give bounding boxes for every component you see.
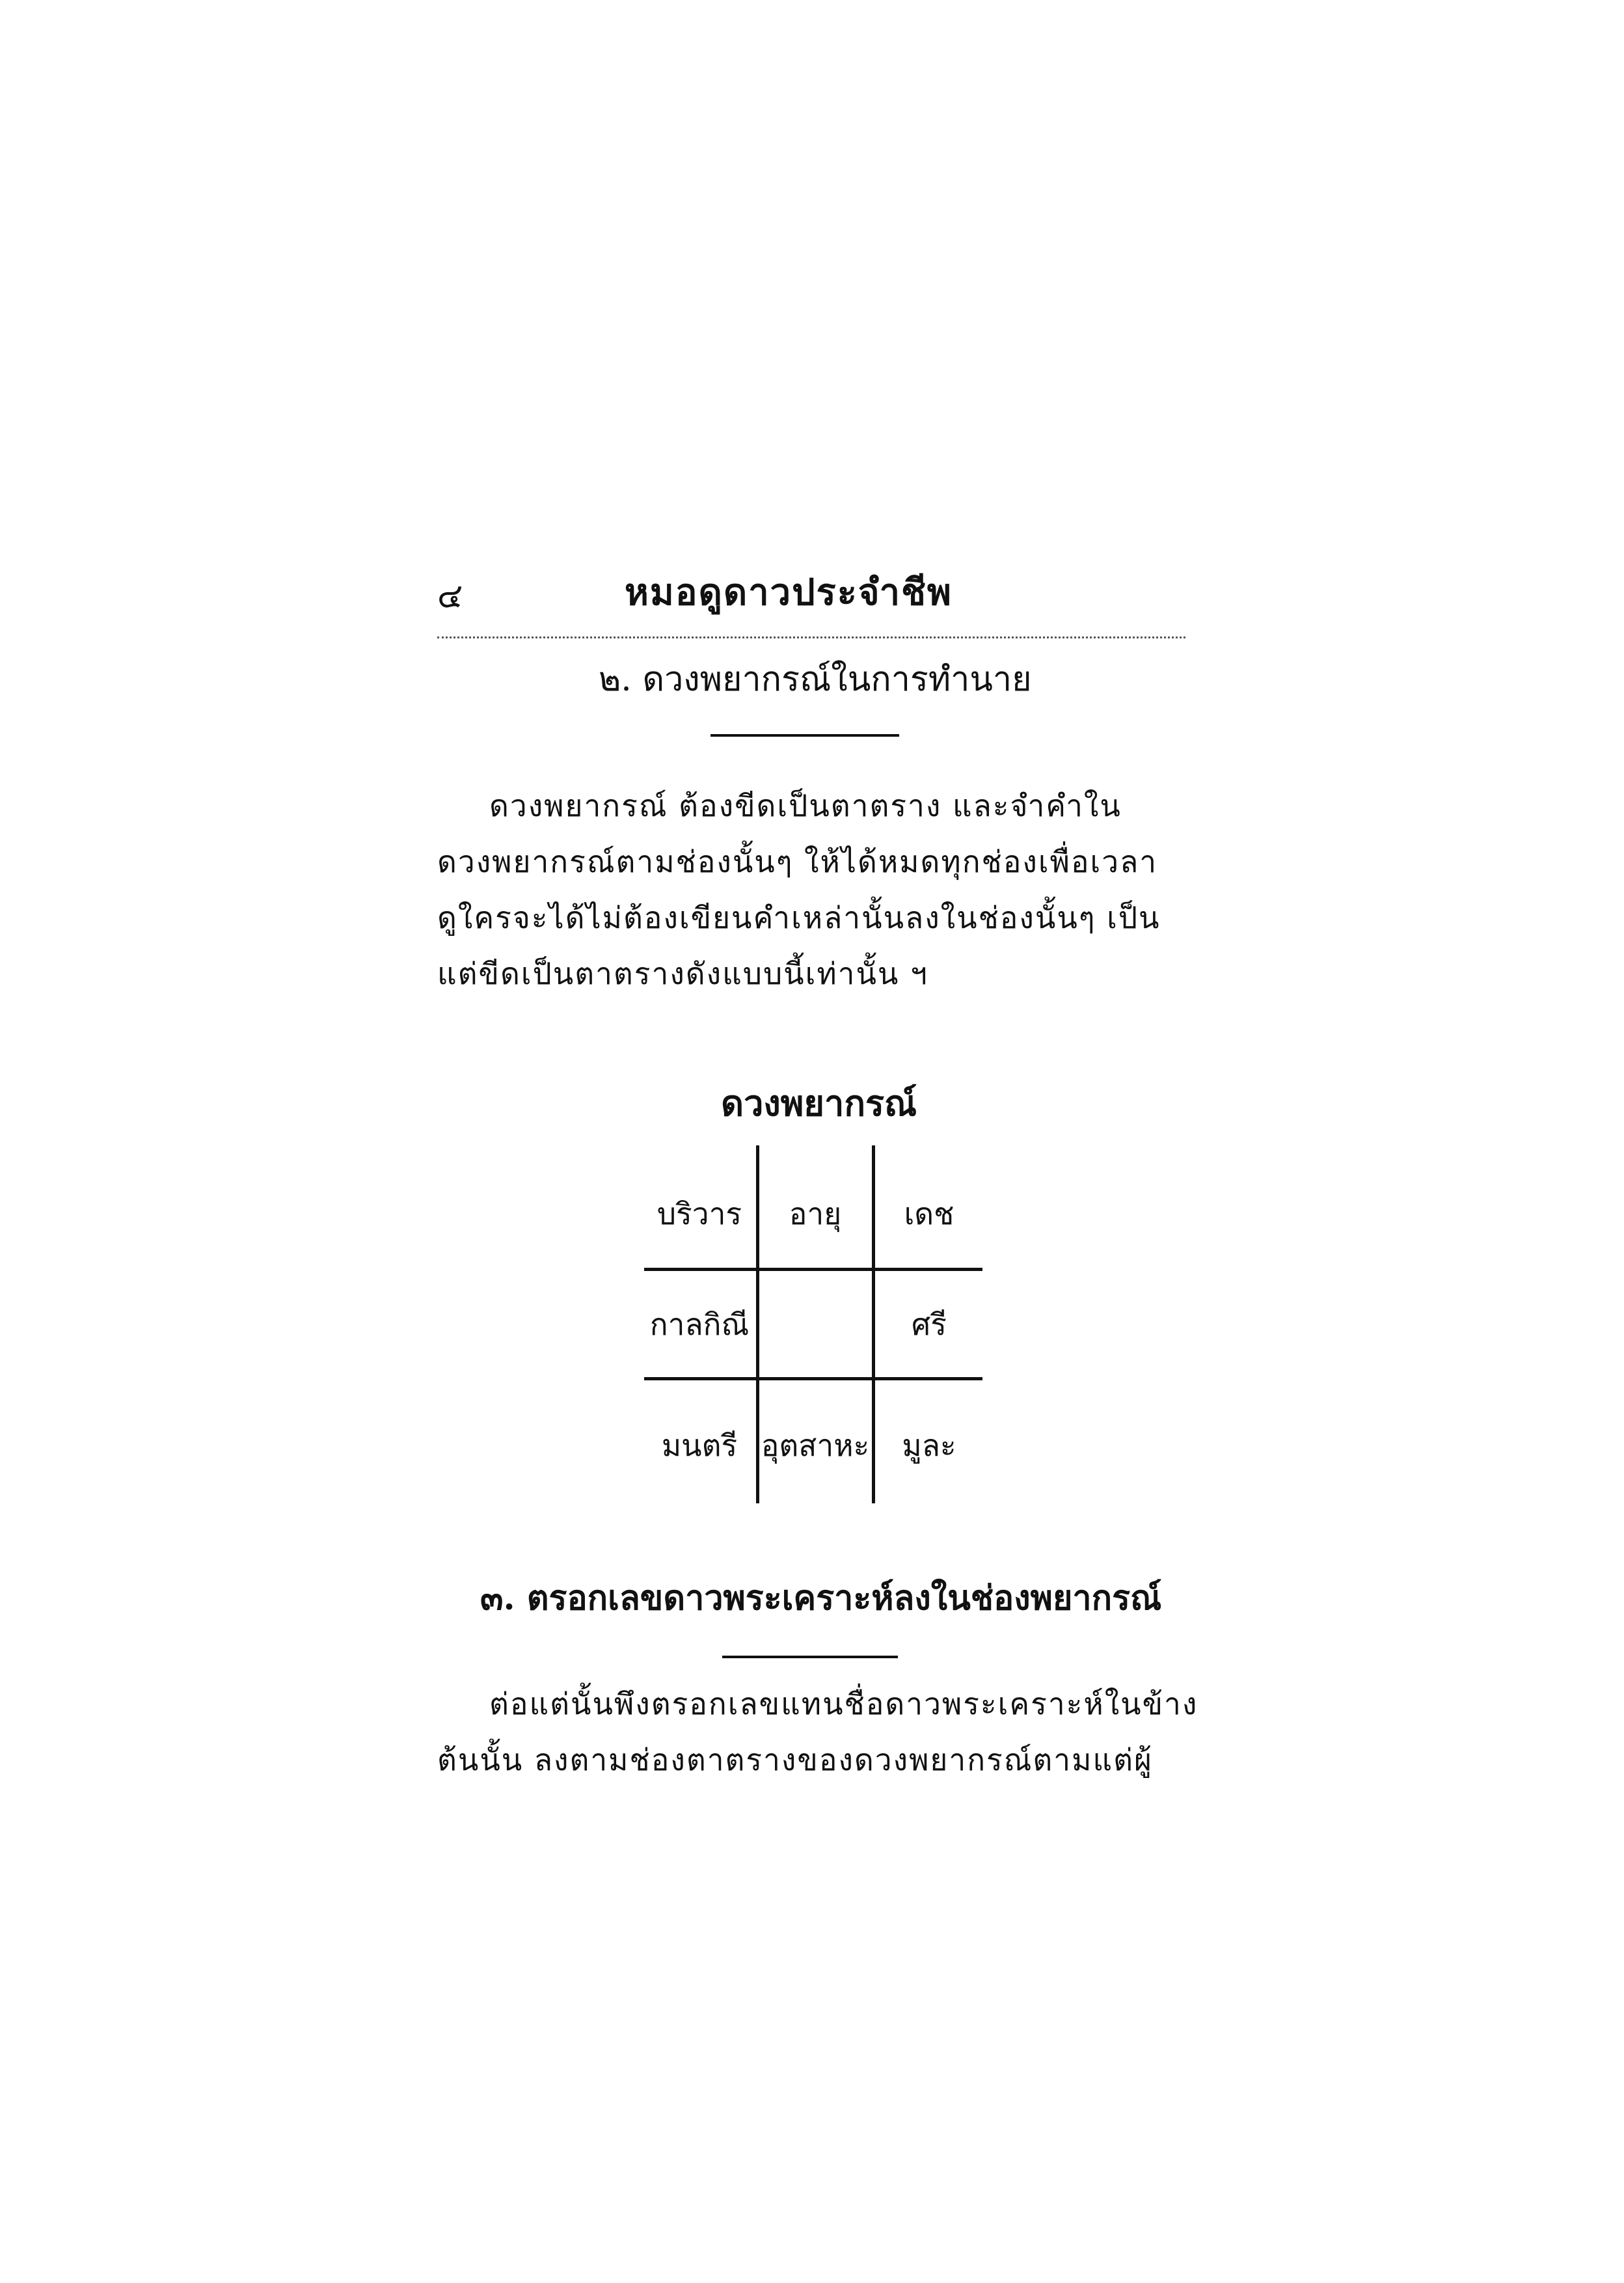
paragraph-line: ดวงพยากรณ์ตามช่องนั้นๆ ให้ได้หมดทุกช่องเพื่อเวลา — [437, 844, 1158, 879]
grid-vertical-line-left — [756, 1145, 759, 1503]
grid-cell-top-center: อายุ — [789, 1196, 842, 1231]
grid-cell-middle-left: กาลกิณี — [649, 1307, 750, 1342]
grid-cell-top-right: เดช — [904, 1196, 954, 1231]
grid-cell-middle-right: ศรี — [912, 1307, 947, 1342]
paragraph-line: ดูใครจะได้ไม่ต้องเขียนคำเหล่านั้นลงในช่องนั้นๆ เป็น — [437, 900, 1161, 935]
paragraph-line: ดวงพยากรณ์ ต้องขีดเป็นตาตราง และจำคำใน — [489, 788, 1122, 823]
section-3-rule — [722, 1656, 898, 1658]
grid-cell-bottom-right: มูละ — [902, 1428, 956, 1463]
paragraph-line: แต่ขีดเป็นตาตรางดังแบบนี้เท่านั้น ฯ — [437, 956, 928, 991]
paragraph-line: ต่อแต่นั้นพึงตรอกเลขแทนชื่อดาวพระเคราะห์ในข้าง — [489, 1686, 1198, 1721]
section-2-rule — [710, 734, 899, 737]
grid-vertical-line-right — [872, 1145, 875, 1503]
grid-cell-bottom-center: อุตสาหะ — [761, 1428, 870, 1463]
section-3-heading: ๓. ตรอกเลขดาวพระเคราะห์ลงในช่องพยากรณ์ — [480, 1578, 1162, 1618]
page-number: ๔ — [437, 577, 463, 616]
paragraph-line: ต้นนั้น ลงตามช่องตาตรางของดวงพยากรณ์ตามแต่ผู้ — [437, 1742, 1153, 1777]
prediction-grid — [644, 1145, 982, 1503]
chart-title: ดวงพยากรณ์ — [721, 1082, 917, 1124]
section-2-heading: ๒. ดวงพยากรณ์ในการทำนาย — [599, 660, 1032, 699]
grid-horizontal-line-bottom — [644, 1377, 982, 1380]
grid-horizontal-line-top — [644, 1268, 982, 1271]
section-3-paragraph — [437, 1676, 1198, 1788]
grid-cell-bottom-left: มนตรี — [661, 1428, 738, 1463]
header-rule — [437, 636, 1185, 638]
section-2-paragraph — [437, 778, 1185, 1002]
grid-cell-top-left: บริวาร — [656, 1196, 742, 1231]
running-title: หมอดูดาวประจำชีพ — [625, 571, 953, 614]
